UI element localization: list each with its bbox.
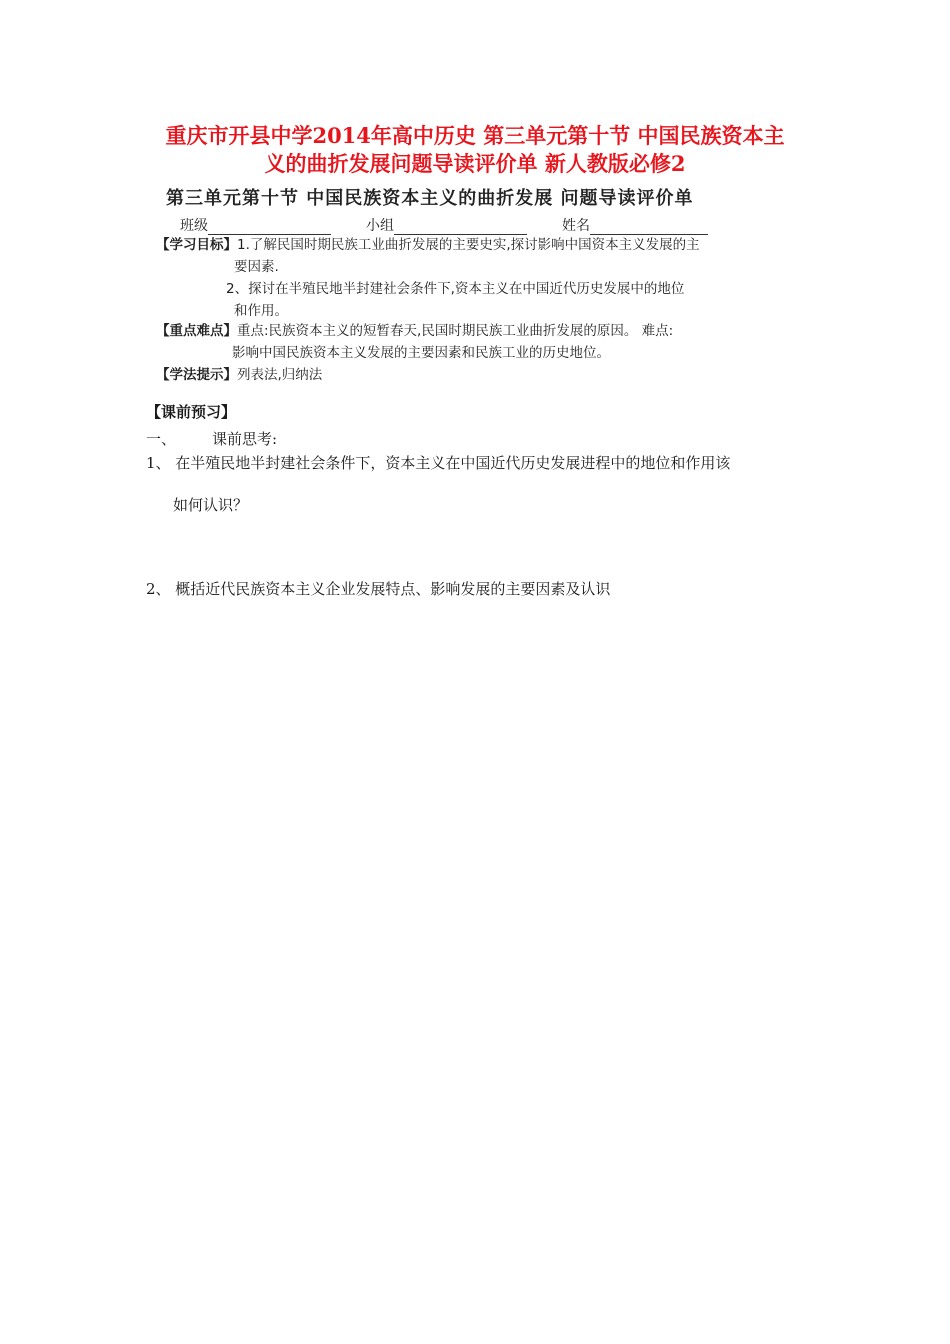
objective-1-line-1: 1.了解民国时期民族工业曲折发展的主要史实,探讨影响中国资本主义发展的主 [237,237,700,253]
objectives-tag: 【学习目标】 [156,237,237,253]
name-label: 姓名 [562,218,590,234]
key-points-row-1 [156,320,673,342]
objectives-row-1 [156,234,700,256]
class-label: 班级 [180,218,208,234]
objective-2-line-1: 2、探讨在半殖民地半封建社会条件下,资本主义在中国近代历史发展中的地位 [226,281,685,297]
title-line-1: 重庆市开县中学2014年高中历史 第三单元第十节 中国民族资本主 [165,123,785,148]
method-tag: 【学法提示】 [156,367,237,383]
section-number: 一、 [146,430,177,448]
objective-2-line-2: 和作用。 [234,303,288,319]
section-title: 课前思考: [212,430,278,448]
document-title [100,122,850,178]
name-blank [590,220,708,235]
method-row [156,364,322,386]
key-points-tag: 【重点难点】 [156,323,237,339]
title-line-2: 义的曲折发展问题导读评价单 新人教版必修2 [264,151,686,176]
question-1-line-1: 1、 在半殖民地半封建社会条件下，资本主义在中国近代历史发展进程中的地位和作用该 [146,454,731,472]
key-points-line-1: 重点:民族资本主义的短暂春天,民国时期民族工业曲折发展的原因。 难点: [237,323,674,339]
group-field [366,215,527,235]
question-2: 2、 概括近代民族资本主义企业发展特点、影响发展的主要因素及认识 [146,580,611,598]
question-1-line-2: 如何认识？ [173,496,249,514]
group-blank [394,220,527,235]
class-blank [208,220,331,235]
preview-heading: 【课前预习】 [146,403,237,421]
key-points-line-2: 影响中国民族资本主义发展的主要因素和民族工业的历史地位。 [232,345,610,361]
name-field [562,215,708,235]
class-field [180,215,331,235]
objective-1-line-2: 要因素. [234,259,279,275]
method-text: 列表法,归纳法 [237,367,323,383]
worksheet-title: 第三单元第十节 中国民族资本主义的曲折发展 问题导读评价单 [166,188,694,209]
worksheet-header-image [140,178,740,388]
group-label: 小组 [366,218,394,234]
